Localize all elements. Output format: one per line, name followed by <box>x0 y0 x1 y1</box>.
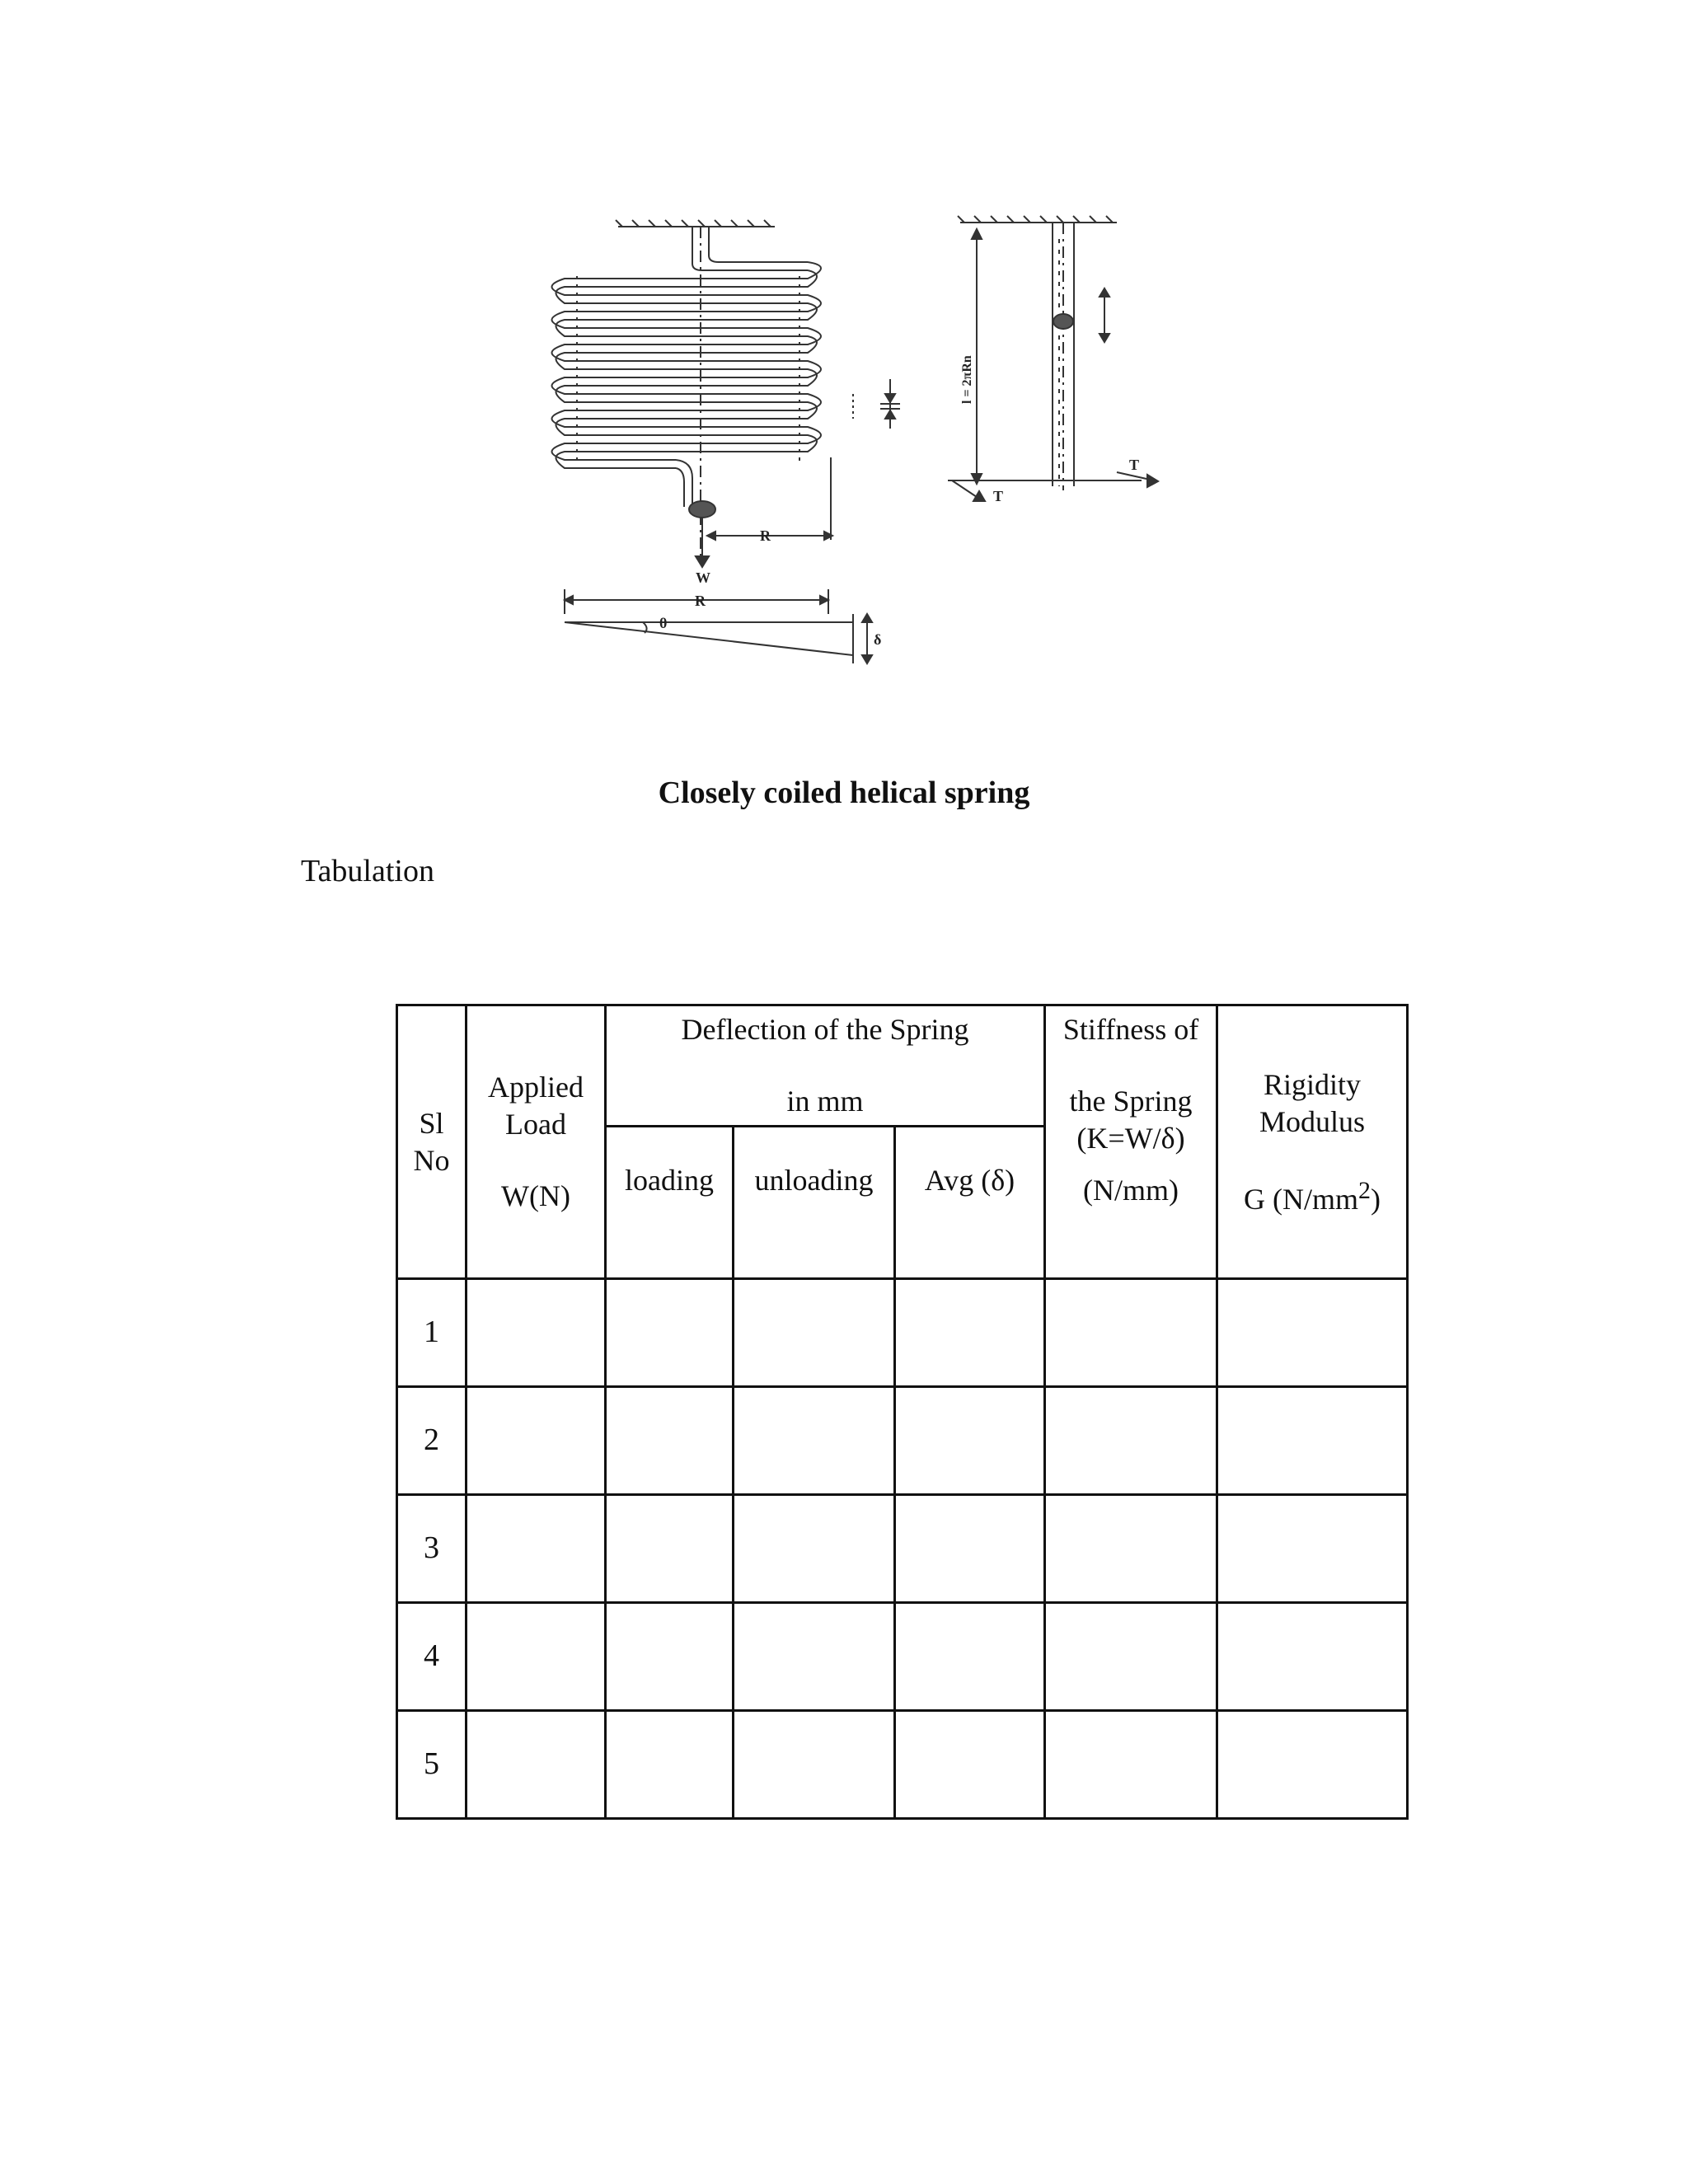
header-rigidity-unit: G $(N/mm^2)$ <box>1244 1176 1381 1216</box>
torque-arrow-bottom <box>952 480 977 497</box>
header-sl-no <box>397 1005 467 1279</box>
row-number: 5 <box>397 1711 467 1819</box>
cell-rigidity[interactable] <box>1217 1711 1408 1819</box>
header-deflection <box>606 1005 1045 1127</box>
cell-rigidity[interactable] <box>1217 1603 1408 1711</box>
table-row <box>397 1387 1408 1495</box>
angle-deflected-line <box>565 622 853 655</box>
support-left-hatch <box>616 220 771 227</box>
cell-loading[interactable] <box>606 1387 734 1495</box>
cell-avg[interactable] <box>895 1279 1045 1387</box>
header-spring-text: the Spring <box>1069 1085 1193 1118</box>
support-right-hatch <box>958 216 1113 223</box>
table-row <box>397 1711 1408 1819</box>
angle-label: θ <box>659 615 668 631</box>
cell-avg[interactable] <box>895 1603 1045 1711</box>
cell-applied-load[interactable] <box>467 1279 606 1387</box>
torque-bottom-label: T <box>993 488 1004 504</box>
cell-stiffness[interactable] <box>1045 1279 1217 1387</box>
cell-loading[interactable] <box>606 1279 734 1387</box>
cell-loading[interactable] <box>606 1603 734 1711</box>
cell-stiffness[interactable] <box>1045 1387 1217 1495</box>
table-row <box>397 1495 1408 1603</box>
cell-applied-load[interactable] <box>467 1711 606 1819</box>
header-sl-text: Sl <box>419 1106 444 1140</box>
figure-caption: Closely coiled helical spring <box>658 776 1030 810</box>
header-avg: Avg (δ) <box>895 1127 1045 1279</box>
spring-top-hook-inner <box>709 227 808 262</box>
row-number: 3 <box>397 1495 467 1603</box>
tabulation-table <box>396 1004 1409 1820</box>
spring-diagram <box>528 173 1220 668</box>
cell-stiffness[interactable] <box>1045 1711 1217 1819</box>
header-row-top <box>397 1005 1408 1127</box>
torque-top-label: T <box>1129 457 1140 473</box>
cell-avg[interactable] <box>895 1495 1045 1603</box>
header-load-text: Load <box>505 1108 566 1141</box>
header-load-unit: W(N) <box>501 1179 570 1212</box>
cell-applied-load[interactable] <box>467 1495 606 1603</box>
row-number: 2 <box>397 1387 467 1495</box>
cell-stiffness[interactable] <box>1045 1603 1217 1711</box>
cell-applied-load[interactable] <box>467 1387 606 1495</box>
cell-unloading[interactable] <box>734 1711 895 1819</box>
cell-rigidity[interactable] <box>1217 1495 1408 1603</box>
header-deflection-unit: in mm <box>786 1085 864 1118</box>
cell-loading[interactable] <box>606 1711 734 1819</box>
header-unloading: unloading <box>734 1127 895 1279</box>
header-rigidity-text: Rigidity <box>1264 1067 1362 1101</box>
section-label: Tabulation <box>301 854 434 888</box>
header-stiffness-formula: (K=W/δ) <box>1076 1122 1185 1155</box>
tabulation-table-wrap <box>396 1004 1406 1820</box>
load-label: W <box>696 569 710 586</box>
row-number: 1 <box>397 1279 467 1387</box>
header-stiffness <box>1045 1005 1217 1279</box>
lever-radius-label: R <box>695 593 706 609</box>
cell-rigidity[interactable] <box>1217 1387 1408 1495</box>
spring-end-section <box>689 501 715 518</box>
header-stiffness-text: Stiffness of <box>1062 1013 1199 1046</box>
cell-stiffness[interactable] <box>1045 1495 1217 1603</box>
cell-unloading[interactable] <box>734 1603 895 1711</box>
header-loading: loading <box>606 1127 734 1279</box>
spring-coils <box>552 262 822 468</box>
cell-loading[interactable] <box>606 1495 734 1603</box>
spring-bottom-hook-inner <box>676 468 684 507</box>
header-deflection-text: Deflection of the Spring <box>681 1013 969 1046</box>
deflection-label: δ <box>874 631 882 648</box>
cell-unloading[interactable] <box>734 1495 895 1603</box>
header-applied-load <box>467 1005 606 1279</box>
wire-section-marker <box>1053 314 1073 329</box>
header-rigidity <box>1217 1005 1408 1279</box>
row-number: 4 <box>397 1603 467 1711</box>
header-modulus-text: Modulus <box>1259 1104 1366 1138</box>
cell-unloading[interactable] <box>734 1279 895 1387</box>
cell-applied-load[interactable] <box>467 1603 606 1711</box>
cell-avg[interactable] <box>895 1711 1045 1819</box>
cell-unloading[interactable] <box>734 1387 895 1495</box>
length-label: l = 2πRn <box>960 355 974 404</box>
cell-rigidity[interactable] <box>1217 1279 1408 1387</box>
header-stiffness-unit: (N/mm) <box>1083 1174 1179 1207</box>
header-applied-text: Applied <box>488 1071 584 1104</box>
spring-figure <box>528 173 1220 668</box>
cell-avg[interactable] <box>895 1387 1045 1495</box>
table-row <box>397 1279 1408 1387</box>
header-no-text: No <box>413 1143 450 1177</box>
coil-radius-label: R <box>760 527 771 544</box>
table-row <box>397 1603 1408 1711</box>
